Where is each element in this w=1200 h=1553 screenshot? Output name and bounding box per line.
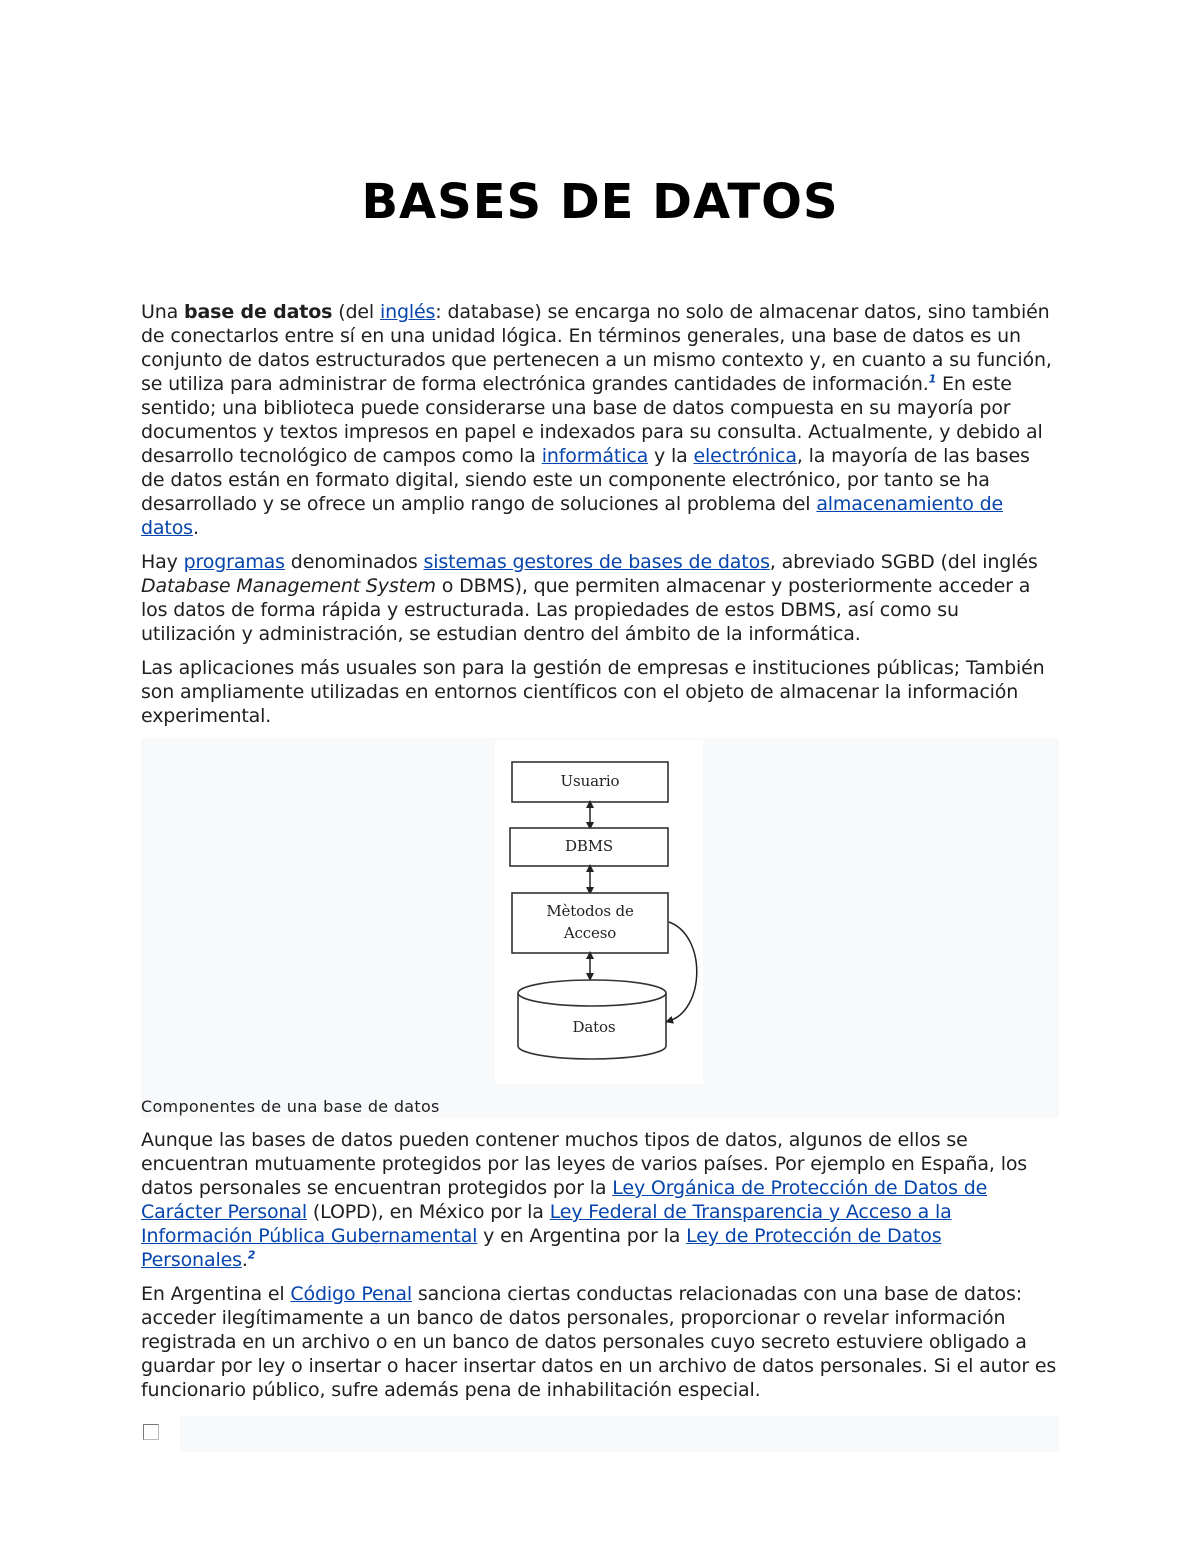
text: , abreviado SGBD (del inglés xyxy=(769,551,1038,573)
paragraph-leyes xyxy=(141,1128,1059,1272)
text: . xyxy=(192,517,199,539)
link-sgbd[interactable]: sistemas gestores de bases de datos xyxy=(423,551,770,573)
link-codigo-penal[interactable]: Código Penal xyxy=(290,1283,413,1305)
link-almacenamiento[interactable]: almacenamiento de datos xyxy=(141,493,1004,539)
empty-bar xyxy=(180,1416,1059,1452)
reference-2[interactable]: 2 xyxy=(247,1248,256,1262)
link-ingles[interactable]: inglés xyxy=(379,301,436,323)
label-dbms: DBMS xyxy=(564,837,614,855)
text: : database) se encarga no solo de almacenar datos, sino también de conectarlos entre sí en una unidad lógica. En términos generales, una base de datos es un conjunto de datos estructurados que pertenecen a un mismo contexto y, en cuanto a su función, se utiliza para administrar de forma electrónica grandes cantidades de información. xyxy=(141,301,1052,395)
link-ley-proteccion[interactable]: Ley de Protección de Datos Personales xyxy=(141,1225,942,1271)
article-body xyxy=(141,300,1059,1456)
link-programas[interactable]: programas xyxy=(183,551,285,573)
text: . xyxy=(241,1249,248,1271)
link-electronica[interactable]: electrónica xyxy=(693,445,797,467)
text: (LOPD), en México por la xyxy=(307,1201,550,1223)
diagram-image xyxy=(495,740,703,1084)
cylinder-top xyxy=(518,980,666,1006)
label-metodos-1: Mètodos de xyxy=(546,902,634,920)
page-title: BASES DE DATOS xyxy=(361,174,839,231)
text: o DBMS), que permiten almacenar y posteriormente acceder a los datos de forma rápida y estructurada. Las propiedades de estos DBMS, así como su utilización y administración, se estudian dentro del ámbito de la informática. xyxy=(141,575,1031,645)
paragraph-sgbd xyxy=(141,550,1059,646)
link-ley-federal[interactable]: Ley Federal de Transparencia y Acceso a la Información Pública Gubernamental xyxy=(141,1201,952,1247)
text: En este sentido; una biblioteca puede considerarse una base de datos compuesta en su mayoría por documentos y textos impresos en papel e indexados para su consulta. Actualmente, y debido al desarrollo tecnológico de campos como la xyxy=(141,373,1043,467)
text: Una xyxy=(141,301,185,323)
reference-1[interactable]: 1 xyxy=(928,372,937,386)
text: y la xyxy=(648,445,694,467)
paragraph-aplicaciones: Las aplicaciones más usuales son para la gestión de empresas e instituciones públicas; También son ampliamente utilizadas en entornos científicos con el objeto de almacenar la información experimental. xyxy=(141,657,1045,727)
text: (del xyxy=(332,301,380,323)
bold-term: base de datos xyxy=(184,301,333,323)
text: denominados xyxy=(284,551,424,573)
italic-term: Database Management System xyxy=(141,575,436,597)
checkbox-icon[interactable] xyxy=(143,1424,159,1440)
text: En Argentina el xyxy=(141,1283,291,1305)
db-components-diagram xyxy=(495,740,703,1084)
curved-arrow-access xyxy=(669,922,697,1021)
figure xyxy=(141,738,1059,1118)
figure-caption: Componentes de una base de datos xyxy=(141,1097,440,1116)
text: Aunque las bases de datos pueden contener muchos tipos de datos, algunos de ellos se encuentran mutuamente protegidos por las leyes de varios países. Por ejemplo en España, los datos personales se encuentran protegidos por la xyxy=(141,1129,1028,1199)
link-lopd[interactable]: Ley Orgánica de Protección de Datos de Carácter Personal xyxy=(141,1177,988,1223)
text: sanciona ciertas conductas relacionadas con una base de datos: acceder ilegítimamente a un banco de datos personales, proporcionar o revelar información registrada en un archivo o en un banco de datos personales cuyo secreto estuviere obligado a guardar por ley o insertar o hacer insertar datos en un archivo de datos personales. Si el autor es funcionario público, sufre además pena de inhabilitación especial. xyxy=(141,1283,1057,1401)
label-usuario: Usuario xyxy=(560,772,620,790)
paragraph-codigo-penal xyxy=(141,1282,1059,1402)
label-datos: Datos xyxy=(572,1018,616,1036)
label-metodos-2: Acceso xyxy=(563,924,617,942)
text: Hay xyxy=(141,551,184,573)
text: , la mayoría de las bases de datos están en formato digital, siendo este un componente electrónico, por tanto se ha desarrollado y se ofrece un amplio rango de soluciones al problema del xyxy=(141,445,1030,515)
paragraph-intro xyxy=(141,300,1059,540)
text: y en Argentina por la xyxy=(477,1225,687,1247)
bottom-row xyxy=(141,1416,1059,1456)
link-informatica[interactable]: informática xyxy=(541,445,649,467)
